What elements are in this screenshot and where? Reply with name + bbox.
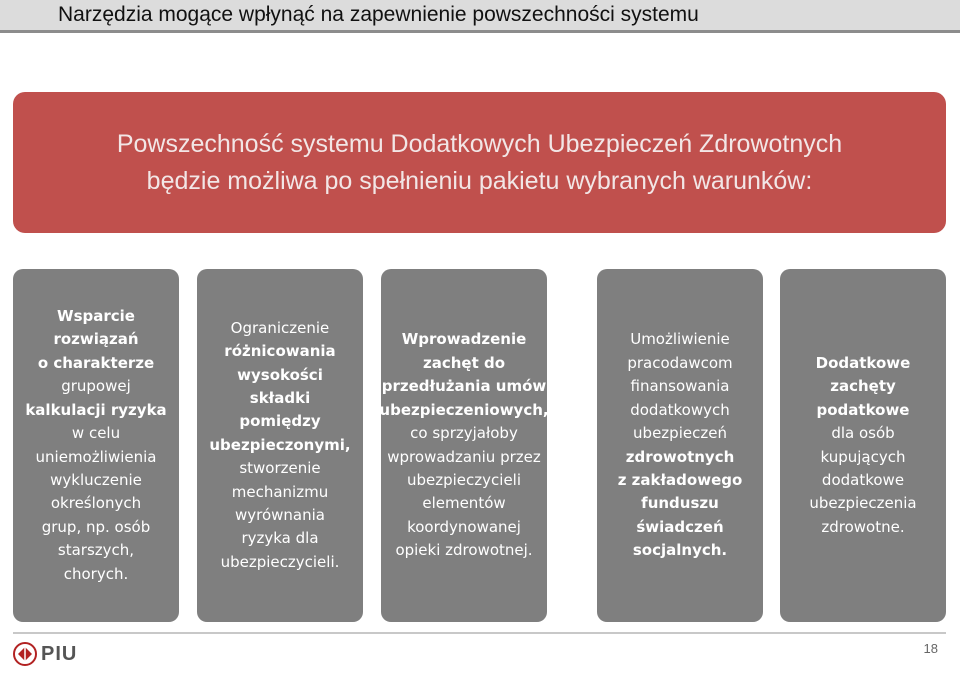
slide-title: Narzędzia mogące wpłynąć na zapewnienie powszechności systemu — [58, 3, 699, 26]
card-line: wprowadzaniu przez — [387, 447, 541, 466]
card-line: koordynowanej — [407, 517, 521, 536]
card-text — [612, 328, 749, 562]
card-line: dla osób — [831, 424, 895, 443]
tool-card-premium-limit — [197, 269, 363, 622]
piu-logo-icon — [13, 642, 37, 666]
card-line: stworzenie — [239, 459, 321, 478]
card-line: w celu — [71, 424, 121, 443]
card-line: funduszu — [641, 494, 719, 513]
card-text — [203, 317, 356, 574]
card-line: zdrowotnych — [625, 447, 735, 466]
card-line: o charakterze — [37, 353, 155, 372]
card-text — [803, 352, 922, 539]
card-line: uniemożliwienia — [35, 447, 157, 466]
card-line: z zakładowego — [617, 470, 743, 489]
card-line: elementów — [422, 494, 506, 513]
card-line: opieki zdrowotnej. — [395, 541, 533, 560]
card-line: różnicowania — [224, 342, 336, 361]
card-line: ubezpieczonymi, — [209, 435, 351, 454]
card-line: ubezpieczycieli — [406, 470, 522, 489]
page-number: 18 — [923, 641, 938, 656]
card-line: Umożliwienie — [630, 330, 730, 349]
card-line: kupujących — [820, 447, 906, 466]
title-divider — [0, 30, 960, 33]
card-line: pomiędzy — [239, 412, 321, 431]
card-line: finansowania — [630, 377, 730, 396]
card-line: grupowej — [61, 377, 131, 396]
tool-card-tax-incentives — [780, 269, 946, 622]
card-line: mechanizmu — [231, 482, 329, 501]
card-line: zachęty — [830, 377, 896, 396]
card-line: chorych. — [63, 564, 129, 583]
card-line: pracodawcom — [627, 353, 733, 372]
card-line: kalkulacji ryzyka — [25, 400, 167, 419]
card-line: ubezpieczycieli. — [220, 552, 340, 571]
card-line: wykluczenie — [50, 470, 142, 489]
card-line: wysokości — [237, 365, 323, 384]
card-text — [19, 305, 172, 586]
conditions-banner — [13, 92, 946, 233]
banner-line: będzie możliwa po spełnieniu pakietu wybranych warunków: — [146, 166, 813, 195]
card-line: świadczeń — [636, 517, 724, 536]
card-line: składki — [249, 388, 311, 407]
card-line: starszych, — [57, 541, 135, 560]
card-line: rozwiązań — [53, 330, 139, 349]
card-line: przedłużania umów — [381, 377, 547, 396]
card-line: dodatkowe — [821, 470, 905, 489]
card-line: ubezpieczeniowych, — [379, 400, 549, 419]
card-line: zachęt do — [422, 353, 506, 372]
card-line: grup, np. osób — [41, 517, 151, 536]
card-line: co sprzyjałoby — [410, 424, 518, 443]
card-line: ubezpieczeń — [633, 424, 727, 443]
tool-card-employer-funding — [597, 269, 763, 622]
card-line: Dodatkowe — [815, 353, 911, 372]
card-line: podatkowe — [816, 400, 910, 419]
card-line: Ograniczenie — [230, 318, 330, 337]
card-text — [373, 328, 554, 562]
card-line: Wsparcie — [57, 307, 135, 326]
card-line: określonych — [50, 494, 142, 513]
card-line: ryzyka dla — [241, 529, 319, 548]
card-line: dodatkowych — [630, 400, 730, 419]
piu-logo — [13, 642, 77, 666]
title-bar — [0, 0, 960, 30]
tool-card-contract-incentives — [381, 269, 547, 622]
tool-card-group-risk — [13, 269, 179, 622]
footer-divider — [13, 632, 946, 634]
card-line: Wprowadzenie — [401, 330, 527, 349]
logo-text: PIU — [41, 642, 78, 665]
card-line: ubezpieczenia — [809, 494, 917, 513]
card-line: zdrowotne. — [821, 517, 905, 536]
card-line: socjalnych. — [632, 541, 728, 560]
card-line: wyrównania — [234, 506, 325, 525]
banner-line: Powszechność systemu Dodatkowych Ubezpieczeń Zdrowotnych — [116, 129, 843, 158]
